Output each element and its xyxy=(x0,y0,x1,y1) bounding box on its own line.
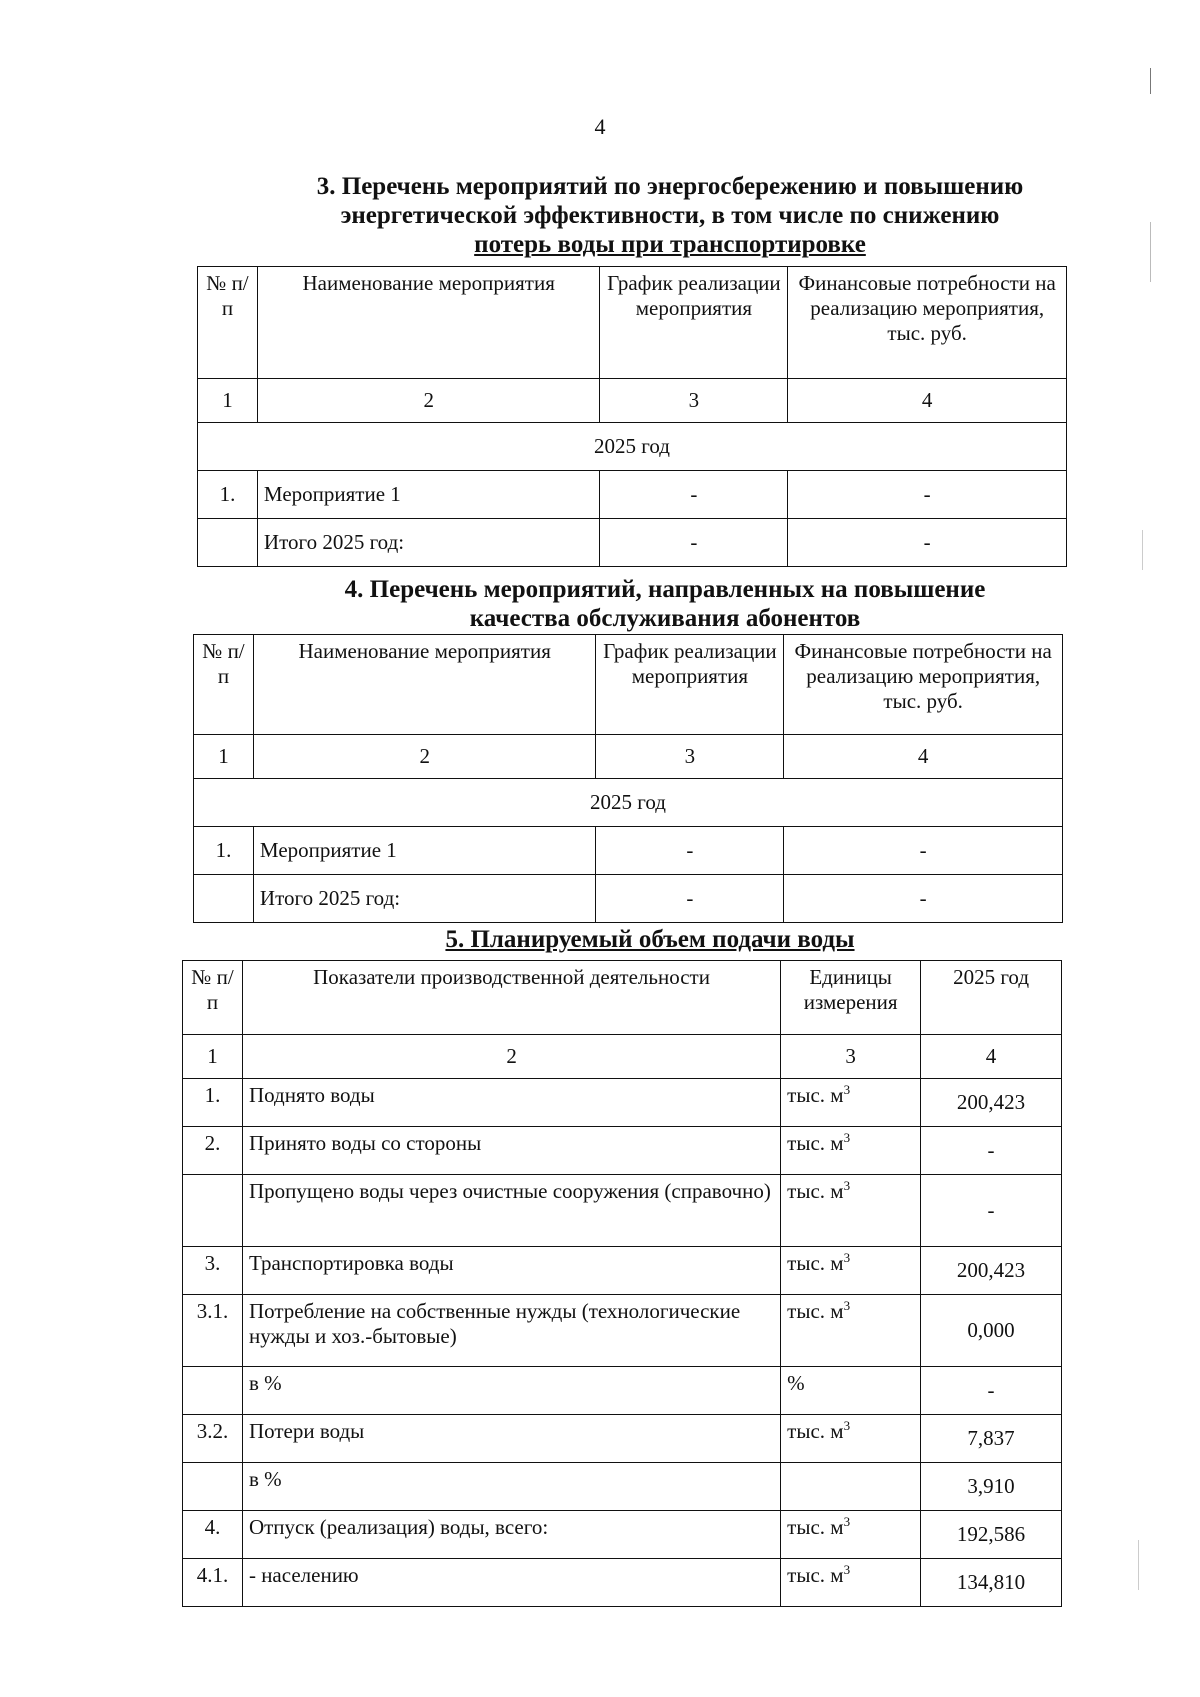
column-number: 1 xyxy=(198,379,258,423)
row-indicator: Пропущено воды через очистные сооружения (справочно) xyxy=(242,1175,780,1247)
header-schedule: График реализации мероприятия xyxy=(596,635,784,735)
column-number: 4 xyxy=(921,1035,1062,1079)
header-indicator: Показатели производственной деятельности xyxy=(242,961,780,1035)
section-3-table xyxy=(197,266,1067,567)
row-unit: тыс. $м^3$ xyxy=(781,1079,921,1127)
header-number: № п/п xyxy=(194,635,254,735)
row-indicator: Потери воды xyxy=(242,1415,780,1463)
table-row xyxy=(183,1247,1062,1295)
row-number: 4. xyxy=(183,1511,243,1559)
row-value: 7,837 xyxy=(921,1415,1062,1463)
row-indicator: Потребление на собственные нужды (технологические нужды и хоз.-бытовые) xyxy=(242,1295,780,1367)
row-number xyxy=(198,519,258,567)
row-unit: % xyxy=(781,1367,921,1415)
row-schedule: - xyxy=(600,519,788,567)
row-unit: тыс. $м^3$ xyxy=(781,1415,921,1463)
row-number: 1. xyxy=(194,827,254,875)
row-value: 0,000 xyxy=(921,1295,1062,1367)
header-finance: Финансовые потребности на реализацию мероприятия, тыс. руб. xyxy=(784,635,1063,735)
heading-line: качества обслуживания абонентов xyxy=(469,605,861,632)
scan-mark xyxy=(1150,68,1151,94)
column-number: 1 xyxy=(183,1035,243,1079)
table-row xyxy=(198,519,1067,567)
page-number: 4 xyxy=(594,114,606,139)
table-row xyxy=(183,1415,1062,1463)
table-row xyxy=(194,875,1063,923)
row-name: Итого 2025 год: xyxy=(253,875,596,923)
row-number xyxy=(183,1175,243,1247)
scan-mark xyxy=(1150,222,1151,282)
row-number xyxy=(183,1367,243,1415)
table-row xyxy=(183,1463,1062,1511)
row-finance: - xyxy=(788,471,1067,519)
section-3-heading xyxy=(200,172,1140,259)
header-finance: Финансовые потребности на реализацию мероприятия, тыс. руб. xyxy=(788,267,1067,379)
row-number: 3.2. xyxy=(183,1415,243,1463)
row-number: 4.1. xyxy=(183,1559,243,1607)
column-number: 3 xyxy=(600,379,788,423)
section-4-table xyxy=(193,634,1063,923)
row-value: 200,423 xyxy=(921,1079,1062,1127)
row-indicator: Поднято воды xyxy=(242,1079,780,1127)
header-number: № п/п xyxy=(183,961,243,1035)
section-5-table xyxy=(182,960,1062,1607)
year-label: 2025 год xyxy=(194,779,1063,827)
section-5-heading xyxy=(190,925,1110,954)
table-row xyxy=(198,471,1067,519)
row-schedule: - xyxy=(600,471,788,519)
row-schedule: - xyxy=(596,827,784,875)
header-unit: Единицы измерения xyxy=(781,961,921,1035)
row-value: 3,910 xyxy=(921,1463,1062,1511)
row-name: Итого 2025 год: xyxy=(257,519,600,567)
row-number xyxy=(194,875,254,923)
row-indicator: Принято воды со стороны xyxy=(242,1127,780,1175)
heading-line: 3. Перечень мероприятий по энергосбережению и повышению xyxy=(316,173,1024,200)
row-value: - xyxy=(921,1127,1062,1175)
row-unit: тыс. $м^3$ xyxy=(781,1175,921,1247)
row-unit: тыс. $м^3$ xyxy=(781,1247,921,1295)
row-number: 1. xyxy=(198,471,258,519)
column-number: 3 xyxy=(781,1035,921,1079)
row-name: Мероприятие 1 xyxy=(257,471,600,519)
row-indicator: в % xyxy=(242,1463,780,1511)
section-4-heading xyxy=(200,575,1130,633)
header-year: 2025 год xyxy=(921,961,1062,1035)
header-name: Наименование мероприятия xyxy=(257,267,600,379)
row-unit: тыс. $м^3$ xyxy=(781,1559,921,1607)
row-unit: тыс. $м^3$ xyxy=(781,1295,921,1367)
row-finance: - xyxy=(784,827,1063,875)
table-row xyxy=(183,1559,1062,1607)
column-number: 1 xyxy=(194,735,254,779)
year-label: 2025 год xyxy=(198,423,1067,471)
column-number: 3 xyxy=(596,735,784,779)
column-number: 2 xyxy=(253,735,596,779)
row-value: - xyxy=(921,1367,1062,1415)
row-name: Мероприятие 1 xyxy=(253,827,596,875)
table-row xyxy=(194,827,1063,875)
header-number: № п/п xyxy=(198,267,258,379)
table-row xyxy=(183,1511,1062,1559)
table-row xyxy=(183,1127,1062,1175)
row-value: 200,423 xyxy=(921,1247,1062,1295)
row-number: 2. xyxy=(183,1127,243,1175)
row-finance: - xyxy=(784,875,1063,923)
row-number: 3. xyxy=(183,1247,243,1295)
header-schedule: График реализации мероприятия xyxy=(600,267,788,379)
row-unit: тыс. $м^3$ xyxy=(781,1127,921,1175)
heading-line: 5. Планируемый объем подачи воды xyxy=(445,926,855,953)
column-number: 4 xyxy=(788,379,1067,423)
row-finance: - xyxy=(788,519,1067,567)
column-number: 2 xyxy=(242,1035,780,1079)
row-unit: тыс. $м^3$ xyxy=(781,1511,921,1559)
column-number: 4 xyxy=(784,735,1063,779)
table-row xyxy=(183,1079,1062,1127)
header-name: Наименование мероприятия xyxy=(253,635,596,735)
row-schedule: - xyxy=(596,875,784,923)
row-indicator: - населению xyxy=(242,1559,780,1607)
row-value: 192,586 xyxy=(921,1511,1062,1559)
row-indicator: в % xyxy=(242,1367,780,1415)
row-number xyxy=(183,1463,243,1511)
table-row xyxy=(183,1367,1062,1415)
scan-mark xyxy=(1142,530,1143,570)
row-unit xyxy=(781,1463,921,1511)
scan-mark xyxy=(1138,1540,1139,1590)
heading-line: 4. Перечень мероприятий, направленных на повышение xyxy=(344,576,986,603)
row-number: 3.1. xyxy=(183,1295,243,1367)
row-indicator: Транспортировка воды xyxy=(242,1247,780,1295)
column-number: 2 xyxy=(257,379,600,423)
heading-line: энергетической эффективности, в том числе по снижению xyxy=(340,202,1000,229)
row-number: 1. xyxy=(183,1079,243,1127)
row-value: - xyxy=(921,1175,1062,1247)
row-indicator: Отпуск (реализация) воды, всего: xyxy=(242,1511,780,1559)
table-row xyxy=(183,1295,1062,1367)
heading-line: потерь воды при транспортировке xyxy=(474,231,866,258)
table-row xyxy=(183,1175,1062,1247)
row-value: 134,810 xyxy=(921,1559,1062,1607)
